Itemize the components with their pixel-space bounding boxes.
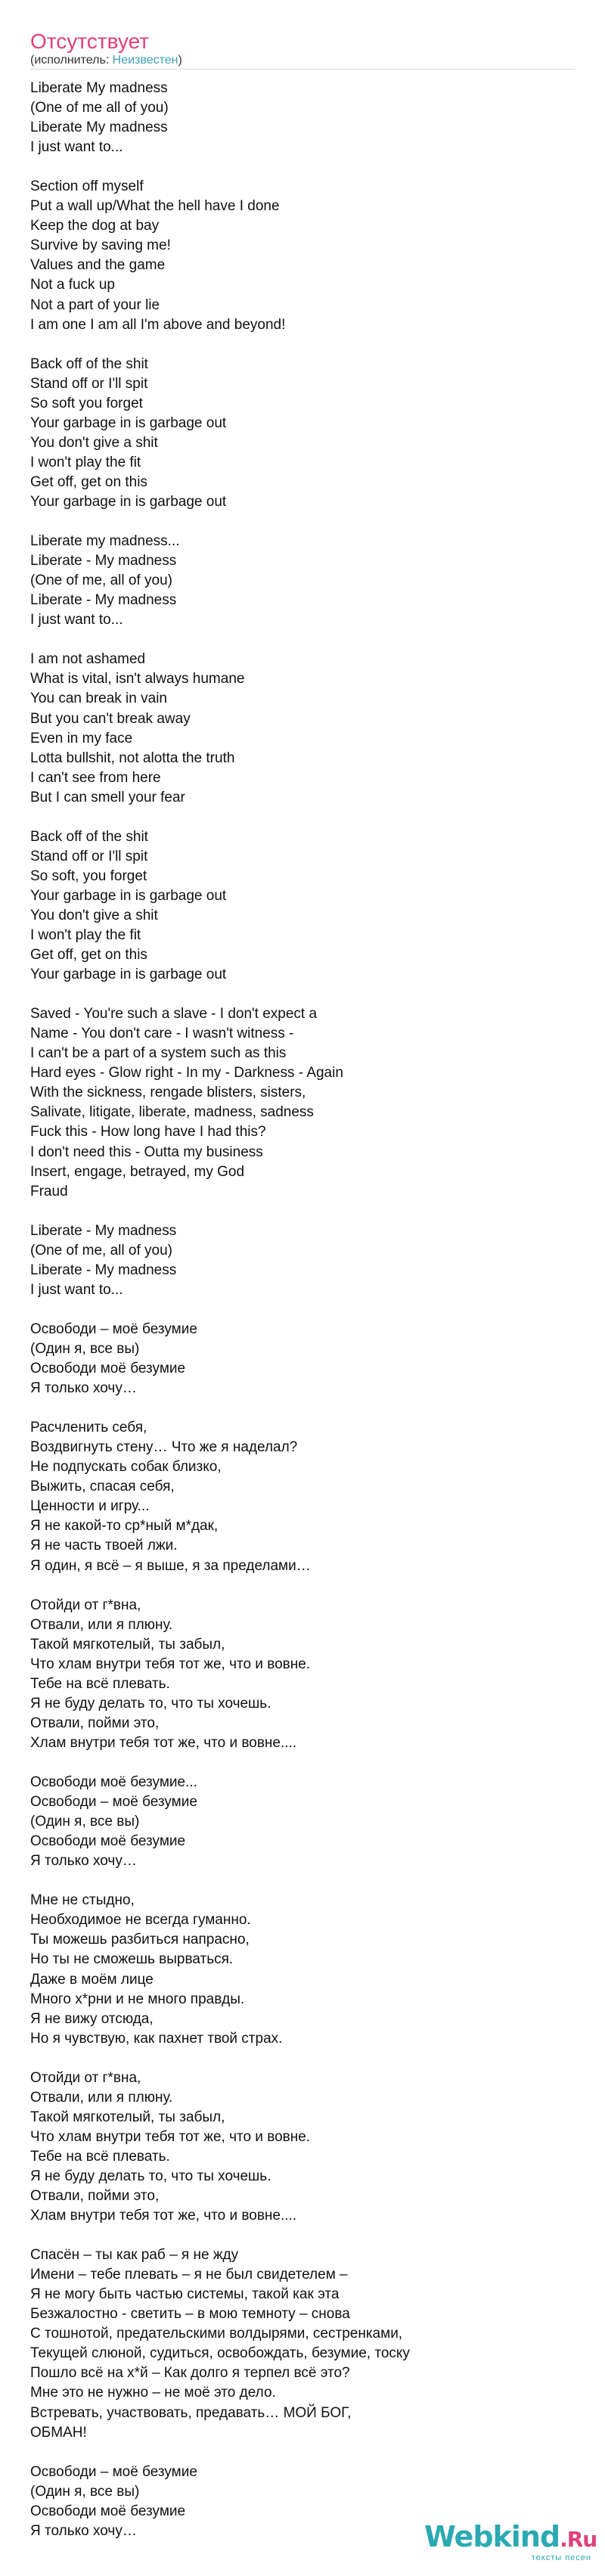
lyric-line: Я только хочу… [30, 2522, 137, 2539]
lyric-line: Я не часть твоей лжи. [30, 1538, 178, 1554]
logo-tagline: тексты песен [531, 2553, 591, 2562]
lyric-line: Name - You don't care - I wasn't witness - [30, 1026, 294, 1042]
lyric-line: Saved - You're such a slave - I don't expect a [30, 1006, 318, 1023]
lyric-line: Even in my face [30, 730, 133, 746]
lyric-line: Отойди от г*вна, [30, 2069, 141, 2086]
lyric-line: Пошло всё на х*й – Как долго я терпел всё это? [30, 2365, 350, 2382]
stanza-gap [30, 1576, 575, 1596]
lyric-line: Тебе на всё плевать. [30, 2148, 170, 2165]
lyric-line: I just want to... [30, 1281, 123, 1298]
stanza-gap [30, 630, 575, 650]
lyric-line: You can break in vain [30, 691, 167, 707]
page-title: Отсутствует [30, 29, 150, 53]
stanza-gap [30, 157, 575, 177]
lyric-line: I won't play the fit [30, 454, 141, 470]
lyric-line: Ценности и игру... [30, 1498, 150, 1515]
lyric-line: I won't play the fit [30, 927, 141, 944]
lyric-line: Имени – тебе плевать – я не был свидетелем – [30, 2267, 348, 2283]
stanza-gap [30, 2226, 575, 2245]
lyric-line: Не подпускать собак близко, [30, 1459, 222, 1476]
lyric-line: You don't give a shit [30, 434, 158, 451]
lyric-line: Your garbage in is garbage out [30, 414, 227, 431]
lyric-line: Мне не стыдно, [30, 1892, 135, 1909]
stanza-gap [30, 1871, 575, 1891]
lyric-line: Отвали, пойми это, [30, 1715, 160, 1731]
lyric-line: Get off, get on this [30, 947, 147, 964]
lyric-line: Я один, я всё – я выше, я за пределами… [30, 1557, 311, 1574]
lyric-line: (One of me all of you) [30, 100, 169, 116]
lyric-line: Освободи – моё безумие [30, 1794, 197, 1811]
artist-line [30, 53, 182, 68]
lyric-line: Fuck this - How long have I had this? [30, 1124, 266, 1141]
lyric-line: Безжалостно - светить – в мою темноту – снова [30, 2306, 350, 2323]
lyric-line: Survive by saving me! [30, 237, 171, 254]
lyric-line: (Один я, все вы) [30, 1814, 140, 1830]
lyric-line: Освободи – моё безумие [30, 2463, 197, 2480]
lyric-line: Liberate - My madness [30, 1262, 177, 1278]
lyric-line: (One of me, all of you) [30, 573, 172, 589]
lyric-line: Put a wall up/What the hell have I done [30, 198, 280, 215]
lyric-line: Fraud [30, 1183, 68, 1200]
lyric-line: Освободи моё безумие [30, 1361, 186, 1377]
site-logo[interactable] [424, 2520, 597, 2567]
stanza-gap [30, 1202, 575, 1221]
lyric-line: Not a part of your lie [30, 296, 160, 313]
lyric-line: Я не вижу отсюда, [30, 2010, 154, 2027]
lyric-line: Ты можешь разбиться напрасно, [30, 1932, 250, 1948]
logo-wordmark [424, 2520, 597, 2556]
lyric-line: Stand off or I'll spit [30, 375, 148, 392]
lyric-line: (One of me, all of you) [30, 1242, 172, 1259]
header-divider [30, 69, 575, 70]
lyric-line: Section off myself [30, 178, 144, 195]
lyric-line: Даже в моём лице [30, 1971, 154, 1988]
stanza-gap [30, 985, 575, 1004]
lyric-line: Отвали, или я плюну. [30, 2089, 173, 2106]
lyric-line: I don't need this - Outta my business [30, 1144, 263, 1160]
lyric-line: Lotta bullshit, not alotta the truth [30, 750, 235, 766]
lyric-line: Встревать, участвовать, предавать… МОЙ БОГ, [30, 2404, 352, 2421]
lyric-line: So soft, you forget [30, 867, 147, 884]
lyric-line: Stand off or I'll spit [30, 848, 148, 864]
stanza-gap [30, 2049, 575, 2069]
lyric-line: Текущей слюной, судиться, освобождать, безумие, тоску [30, 2345, 410, 2362]
lyric-line: I am not ashamed [30, 651, 146, 668]
stanza-gap [30, 808, 575, 827]
lyric-line: (Один я, все вы) [30, 2483, 140, 2500]
artist-suffix: ) [178, 54, 182, 67]
lyric-line: ОБМАН! [30, 2424, 87, 2441]
logo-tld-text: .Ru [560, 2527, 597, 2552]
lyric-line: Liberate - My madness [30, 553, 177, 570]
lyric-line: Back off of the shit [30, 355, 148, 372]
lyric-line: I just want to... [30, 139, 123, 156]
lyric-line: Я не буду делать то, что ты хочешь. [30, 2168, 271, 2184]
lyric-line: Много х*рни и не много правды. [30, 1991, 245, 2007]
lyric-line: I can't see from here [30, 769, 161, 786]
stanza-gap [30, 1753, 575, 1773]
lyric-line: Your garbage in is garbage out [30, 493, 227, 510]
lyric-line: Liberate - My madness [30, 592, 177, 609]
lyric-line: You don't give a shit [30, 907, 158, 923]
lyric-line: With the sickness, rengade blisters, sisters, [30, 1085, 306, 1101]
artist-link[interactable]: Неизвестен [112, 54, 178, 67]
lyric-line: Keep the dog at bay [30, 218, 160, 234]
lyrics-text [30, 79, 575, 2541]
lyric-line: Back off of the shit [30, 828, 148, 845]
lyric-line: (Один я, все вы) [30, 1341, 140, 1357]
lyric-line: Get off, get on this [30, 473, 147, 490]
lyric-line: Your garbage in is garbage out [30, 887, 227, 904]
lyric-line: Но я чувствую, как пахнет твой страх. [30, 2030, 283, 2047]
stanza-gap [30, 2443, 575, 2463]
lyric-line: Хлам внутри тебя тот же, что и вовне.... [30, 2208, 297, 2224]
lyric-line: Такой мягкотелый, ты забыл, [30, 1636, 225, 1653]
lyric-line: But you can't break away [30, 710, 191, 727]
lyric-line: Что хлам внутри тебя тот же, что и вовне. [30, 2128, 311, 2145]
lyric-line: Salivate, litigate, liberate, madness, sadness [30, 1104, 314, 1121]
stanza-gap [30, 335, 575, 355]
lyric-line: Отойди от г*вна, [30, 1597, 141, 1613]
lyric-line: Такой мягкотелый, ты забыл, [30, 2109, 225, 2125]
lyric-line: So soft you forget [30, 395, 143, 411]
lyric-line: Хлам внутри тебя тот же, что и вовне.... [30, 1734, 297, 1751]
lyric-line: Освободи – моё безумие [30, 1321, 197, 1337]
lyric-line: Insert, engage, betrayed, my God [30, 1163, 245, 1180]
lyric-line: Выжить, спасая себя, [30, 1479, 175, 1495]
lyric-line: Liberate My madness [30, 119, 168, 136]
lyric-line: Я не буду делать то, что ты хочешь. [30, 1695, 271, 1712]
lyric-line: But I can smell your fear [30, 789, 185, 805]
lyric-line: Hard eyes - Glow right - In my - Darkness - Again [30, 1065, 343, 1082]
lyric-line: Values and the game [30, 257, 166, 274]
lyric-line: С тошнотой, предательскими волдырями, сестренками, [30, 2326, 403, 2342]
lyric-line: Я только хочу… [30, 1380, 137, 1397]
lyric-line: Liberate my madness... [30, 533, 180, 550]
lyric-line: Your garbage in is garbage out [30, 967, 227, 983]
logo-main-text: Webkind [424, 2520, 560, 2553]
lyric-line: Тебе на всё плевать. [30, 1675, 170, 1692]
lyric-line: Необходимое не всегда гуманно. [30, 1912, 251, 1929]
lyric-line: Спасён – ты как раб – я не жду [30, 2247, 239, 2264]
lyric-line: Освободи моё безумие [30, 1833, 186, 1850]
lyric-line: Not a fuck up [30, 277, 115, 293]
lyric-line: I can't be a part of a system such as this [30, 1045, 287, 1062]
artist-prefix: (исполнитель: [30, 54, 113, 67]
lyric-line: Но ты не сможешь вырваться. [30, 1951, 234, 1968]
lyric-line: I am one I am all I'm above and beyond! [30, 316, 286, 333]
lyric-line: Освободи моё безумие... [30, 1774, 197, 1791]
lyric-line: Что хлам внутри тебя тот же, что и вовне. [30, 1656, 311, 1672]
lyric-line: Воздвигнуть стену… Что же я наделал? [30, 1439, 298, 1456]
stanza-gap [30, 512, 575, 532]
lyric-line: Я не какой-то ср*ный м*дак, [30, 1518, 219, 1535]
lyric-line: Расчленить себя, [30, 1420, 147, 1436]
lyric-line: I just want to... [30, 612, 123, 628]
lyric-line: Я не могу быть частью системы, такой как эта [30, 2286, 340, 2303]
lyric-line: Освободи моё безумие [30, 2503, 186, 2519]
lyric-line: Отвали, или я плюну. [30, 1616, 173, 1633]
lyric-line: Liberate - My madness [30, 1222, 177, 1239]
lyric-line: Я только хочу… [30, 1853, 137, 1870]
lyric-line: Мне это не нужно – не моё это дело. [30, 2385, 276, 2401]
lyric-line: Отвали, пойми это, [30, 2188, 160, 2205]
lyric-line: What is vital, isn't always humane [30, 671, 245, 687]
lyric-line: Liberate My madness [30, 80, 168, 96]
stanza-gap [30, 1398, 575, 1418]
stanza-gap [30, 1300, 575, 1320]
